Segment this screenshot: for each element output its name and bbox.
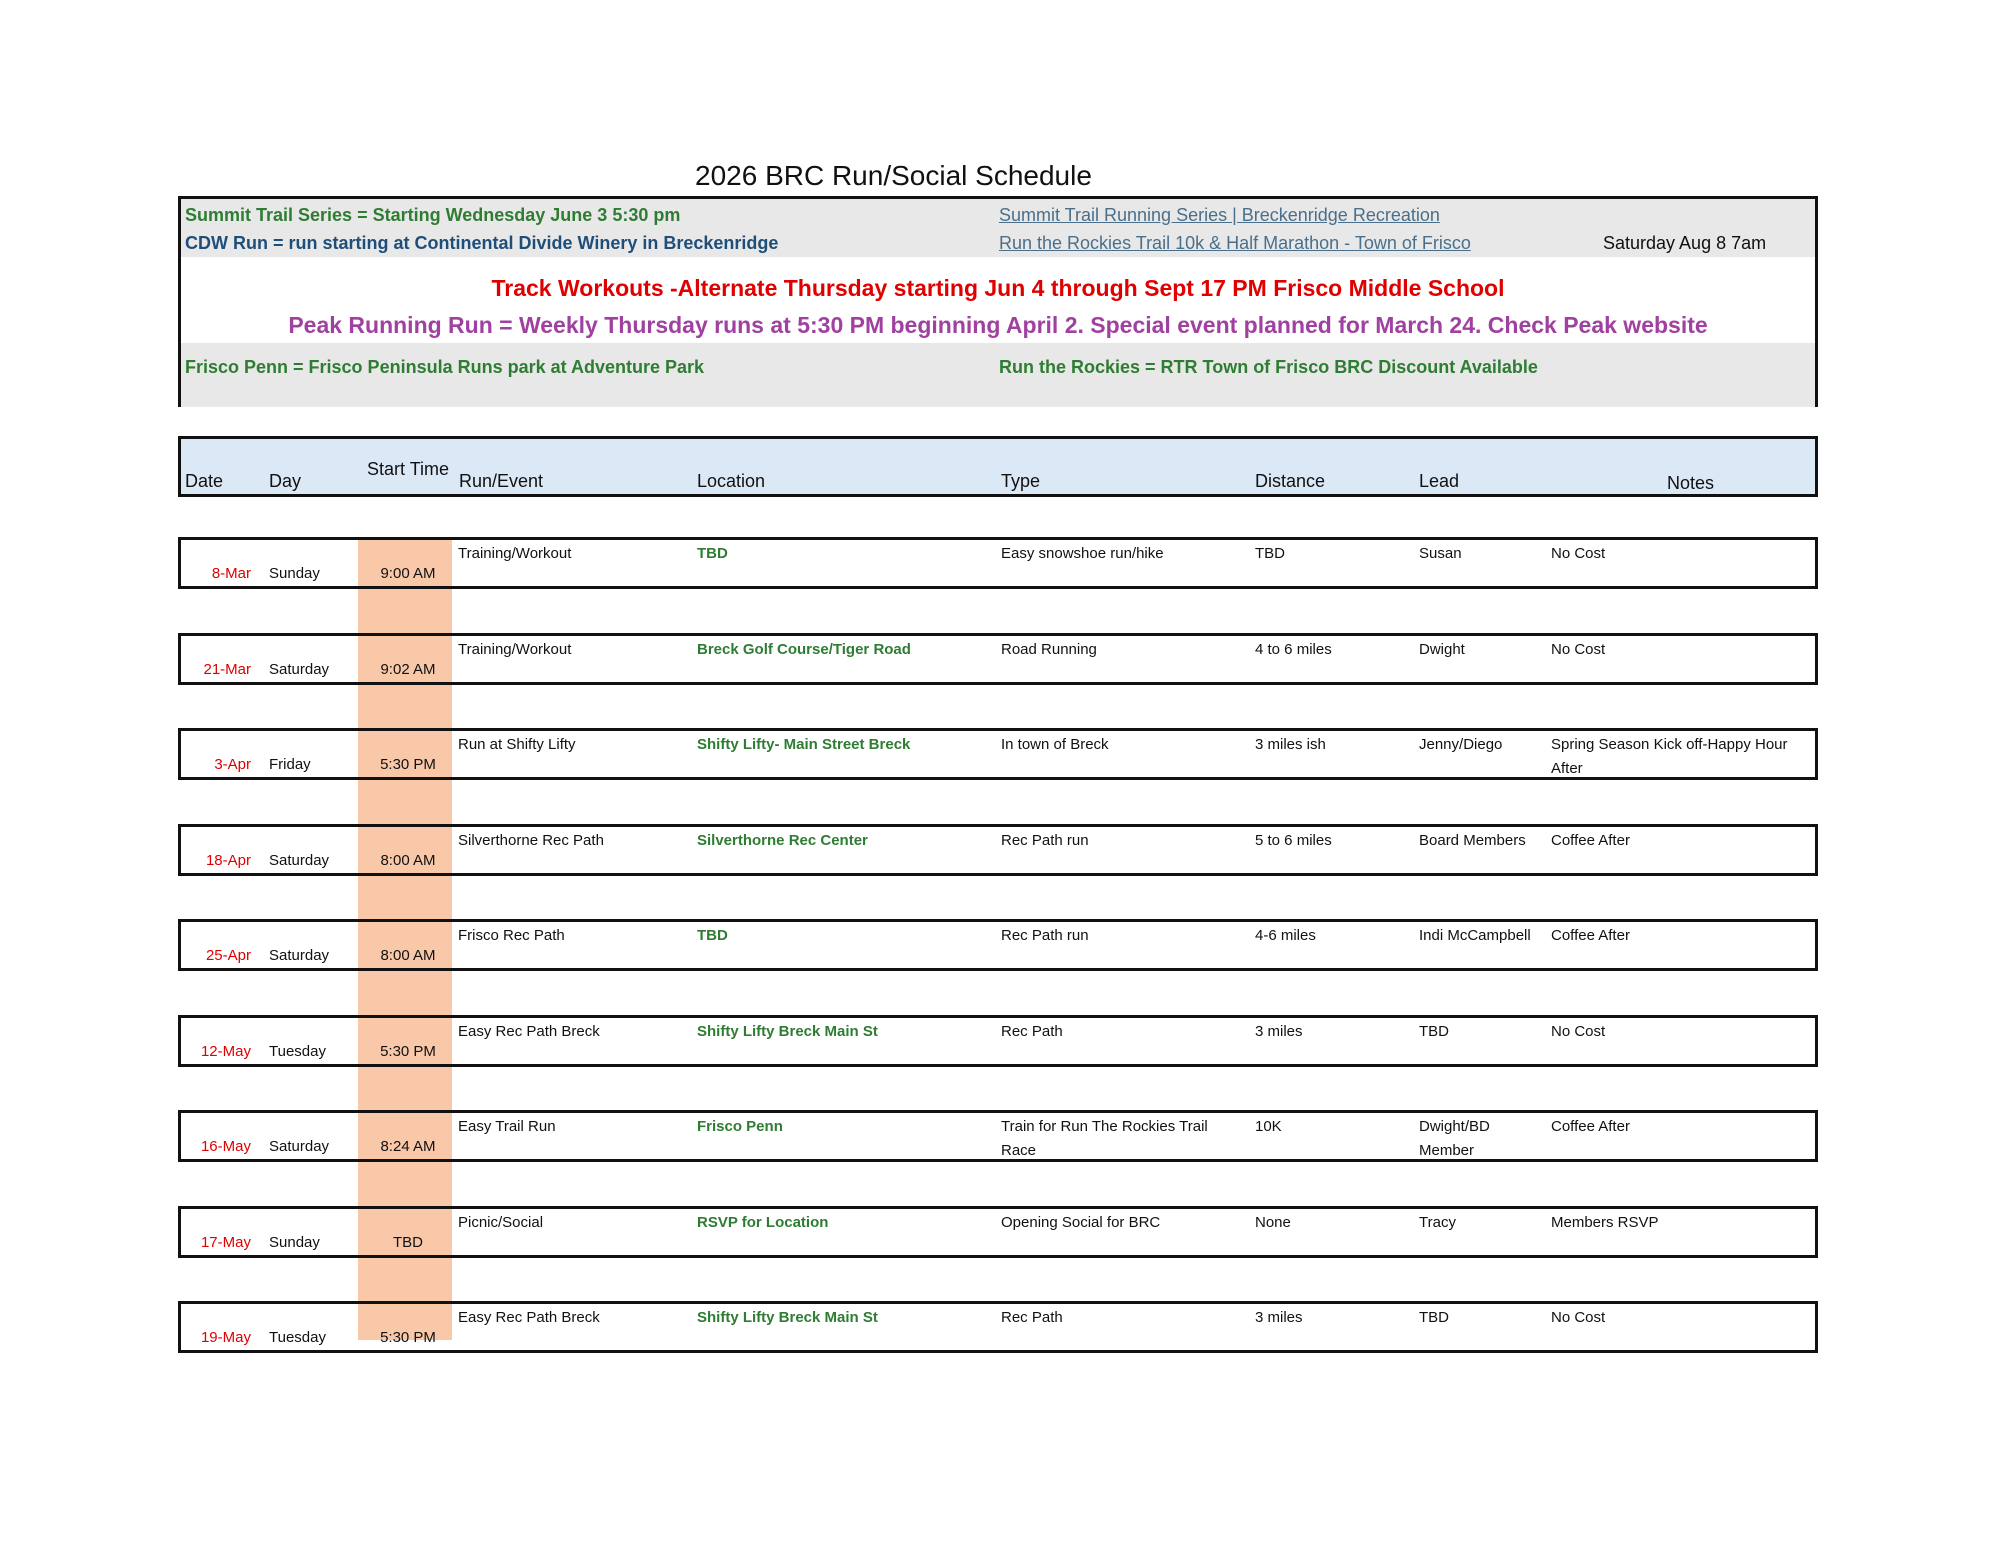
cell-date: 25-Apr	[205, 947, 251, 964]
cell-event: Silverthorne Rec Path	[458, 832, 604, 849]
cell-time: 5:30 PM	[380, 756, 436, 773]
peak-running-note: Peak Running Run = Weekly Thursday runs at 5:30 PM beginning April 2. Special event planned for March 24. Check Peak website	[288, 312, 1708, 338]
rtr-date: Saturday Aug 8 7am	[1603, 233, 1767, 253]
cell-lead: TBD	[1419, 1023, 1449, 1040]
cell-type: Opening Social for BRC	[1001, 1214, 1161, 1231]
header-notes: Notes	[1667, 473, 1715, 493]
cell-type: Road Running	[1001, 641, 1097, 658]
cell-lead: TBD	[1419, 1309, 1449, 1326]
cell-day: Tuesday	[269, 1043, 326, 1060]
cell-lead: Dwight	[1419, 641, 1465, 658]
cell-location: Silverthorne Rec Center	[697, 832, 868, 849]
cell-day: Saturday	[269, 661, 330, 678]
cell-event: Training/Workout	[458, 545, 572, 562]
cell-distance: TBD	[1255, 545, 1285, 562]
cell-distance: 10K	[1255, 1118, 1282, 1135]
cell-lead: Susan	[1419, 545, 1462, 562]
cell-distance: 4 to 6 miles	[1255, 641, 1332, 658]
frisco-penn-note: Frisco Penn = Frisco Peninsula Runs park at Adventure Park	[185, 357, 704, 377]
cell-lead: Tracy	[1419, 1214, 1456, 1231]
cell-day: Friday	[269, 756, 311, 773]
cell-day: Saturday	[269, 852, 330, 869]
header-location: Location	[697, 471, 766, 491]
cell-date: 18-Apr	[205, 852, 251, 869]
cell-time: 8:24 AM	[380, 1138, 436, 1155]
table-row	[178, 728, 1818, 780]
cell-time: 8:00 AM	[380, 852, 436, 869]
cell-notes: Spring Season Kick off-Happy Hour After	[1551, 736, 1788, 777]
cell-event: Training/Workout	[458, 641, 572, 658]
cell-date: 17-May	[200, 1234, 251, 1251]
header-day: Day	[269, 471, 302, 491]
cell-day: Sunday	[269, 565, 320, 582]
table-row	[178, 1015, 1818, 1067]
cell-time: 8:00 AM	[380, 947, 436, 964]
table-row	[178, 1206, 1818, 1258]
cell-time: 9:00 AM	[380, 565, 436, 582]
track-workouts-note: Track Workouts -Alternate Thursday starting Jun 4 through Sept 17 PM Frisco Middle School	[491, 275, 1505, 301]
cell-notes: No Cost	[1551, 545, 1606, 562]
cell-time: TBD	[393, 1234, 423, 1251]
cell-lead: Dwight/BD Member	[1419, 1118, 1490, 1159]
table-header	[178, 436, 1818, 497]
rtr-link[interactable]: Run the Rockies Trail 10k & Half Marathon - Town of Frisco	[999, 233, 1471, 253]
cell-time: 5:30 PM	[380, 1329, 436, 1346]
cell-day: Sunday	[269, 1234, 320, 1251]
table-row	[178, 1301, 1818, 1353]
cell-type: Rec Path run	[1001, 832, 1089, 849]
cell-distance: None	[1255, 1214, 1291, 1231]
cell-notes: Coffee After	[1551, 832, 1630, 849]
cell-type: Rec Path run	[1001, 927, 1089, 944]
header-start-time: Start Time	[367, 459, 450, 479]
table-row	[178, 633, 1818, 685]
cell-distance: 3 miles	[1255, 1023, 1303, 1040]
cell-type: Train for Run The Rockies Trail Race	[1001, 1118, 1208, 1159]
info-box	[178, 196, 1818, 407]
cell-date: 3-Apr	[214, 756, 251, 773]
cell-day: Saturday	[269, 1138, 330, 1155]
cell-event: Easy Trail Run	[458, 1118, 556, 1135]
cell-event: Easy Rec Path Breck	[458, 1309, 600, 1326]
cell-notes: Coffee After	[1551, 927, 1630, 944]
cell-notes: Members RSVP	[1551, 1214, 1659, 1231]
cell-notes: No Cost	[1551, 641, 1606, 658]
table-row	[178, 537, 1818, 589]
cell-event: Easy Rec Path Breck	[458, 1023, 600, 1040]
cdw-run-note: CDW Run = run starting at Continental Divide Winery in Breckenridge	[185, 233, 779, 253]
cell-location: Frisco Penn	[697, 1118, 783, 1135]
table-row	[178, 919, 1818, 971]
cell-date: 12-May	[200, 1043, 251, 1060]
header-type: Type	[1001, 471, 1041, 491]
summit-series-link[interactable]: Summit Trail Running Series | Breckenridge Recreation	[999, 205, 1440, 225]
summit-series-note: Summit Trail Series = Starting Wednesday June 3 5:30 pm	[185, 205, 681, 225]
cell-date: 16-May	[200, 1138, 251, 1155]
cell-date: 8-Mar	[211, 565, 251, 582]
header-date: Date	[185, 471, 224, 491]
cell-location: Breck Golf Course/Tiger Road	[697, 641, 911, 658]
cell-distance: 3 miles ish	[1255, 736, 1326, 753]
cell-type: Rec Path	[1001, 1309, 1063, 1326]
cell-distance: 4-6 miles	[1255, 927, 1316, 944]
page-title: 2026 BRC Run/Social Schedule	[695, 160, 1092, 191]
cell-type: In town of Breck	[1001, 736, 1109, 753]
cell-date: 19-May	[200, 1329, 251, 1346]
header-lead: Lead	[1419, 471, 1460, 491]
cell-location: TBD	[697, 927, 728, 944]
cell-time: 9:02 AM	[380, 661, 436, 678]
cell-location: TBD	[697, 545, 728, 562]
header-event: Run/Event	[459, 471, 544, 491]
cell-event: Run at Shifty Lifty	[458, 736, 576, 753]
cell-day: Tuesday	[269, 1329, 326, 1346]
cell-lead: Indi McCampbell	[1419, 927, 1531, 944]
cell-date: 21-Mar	[203, 661, 251, 678]
table-row	[178, 824, 1818, 876]
cell-event: Picnic/Social	[458, 1214, 544, 1231]
cell-type: Easy snowshoe run/hike	[1001, 545, 1164, 562]
cell-location: Shifty Lifty Breck Main St	[697, 1309, 878, 1326]
table-row	[178, 1110, 1818, 1162]
cell-time: 5:30 PM	[380, 1043, 436, 1060]
cell-event: Frisco Rec Path	[458, 927, 565, 944]
cell-distance: 3 miles	[1255, 1309, 1303, 1326]
rtr-discount-note: Run the Rockies = RTR Town of Frisco BRC Discount Available	[999, 357, 1538, 377]
cell-notes: No Cost	[1551, 1309, 1606, 1326]
cell-lead: Board Members	[1419, 832, 1526, 849]
cell-notes: Coffee After	[1551, 1118, 1630, 1135]
cell-location: Shifty Lifty- Main Street Breck	[697, 736, 911, 753]
cell-type: Rec Path	[1001, 1023, 1063, 1040]
cell-day: Saturday	[269, 947, 330, 964]
cell-location: Shifty Lifty Breck Main St	[697, 1023, 878, 1040]
header-distance: Distance	[1255, 471, 1326, 491]
cell-distance: 5 to 6 miles	[1255, 832, 1332, 849]
cell-lead: Jenny/Diego	[1419, 736, 1503, 753]
cell-notes: No Cost	[1551, 1023, 1606, 1040]
cell-location: RSVP for Location	[697, 1214, 829, 1231]
